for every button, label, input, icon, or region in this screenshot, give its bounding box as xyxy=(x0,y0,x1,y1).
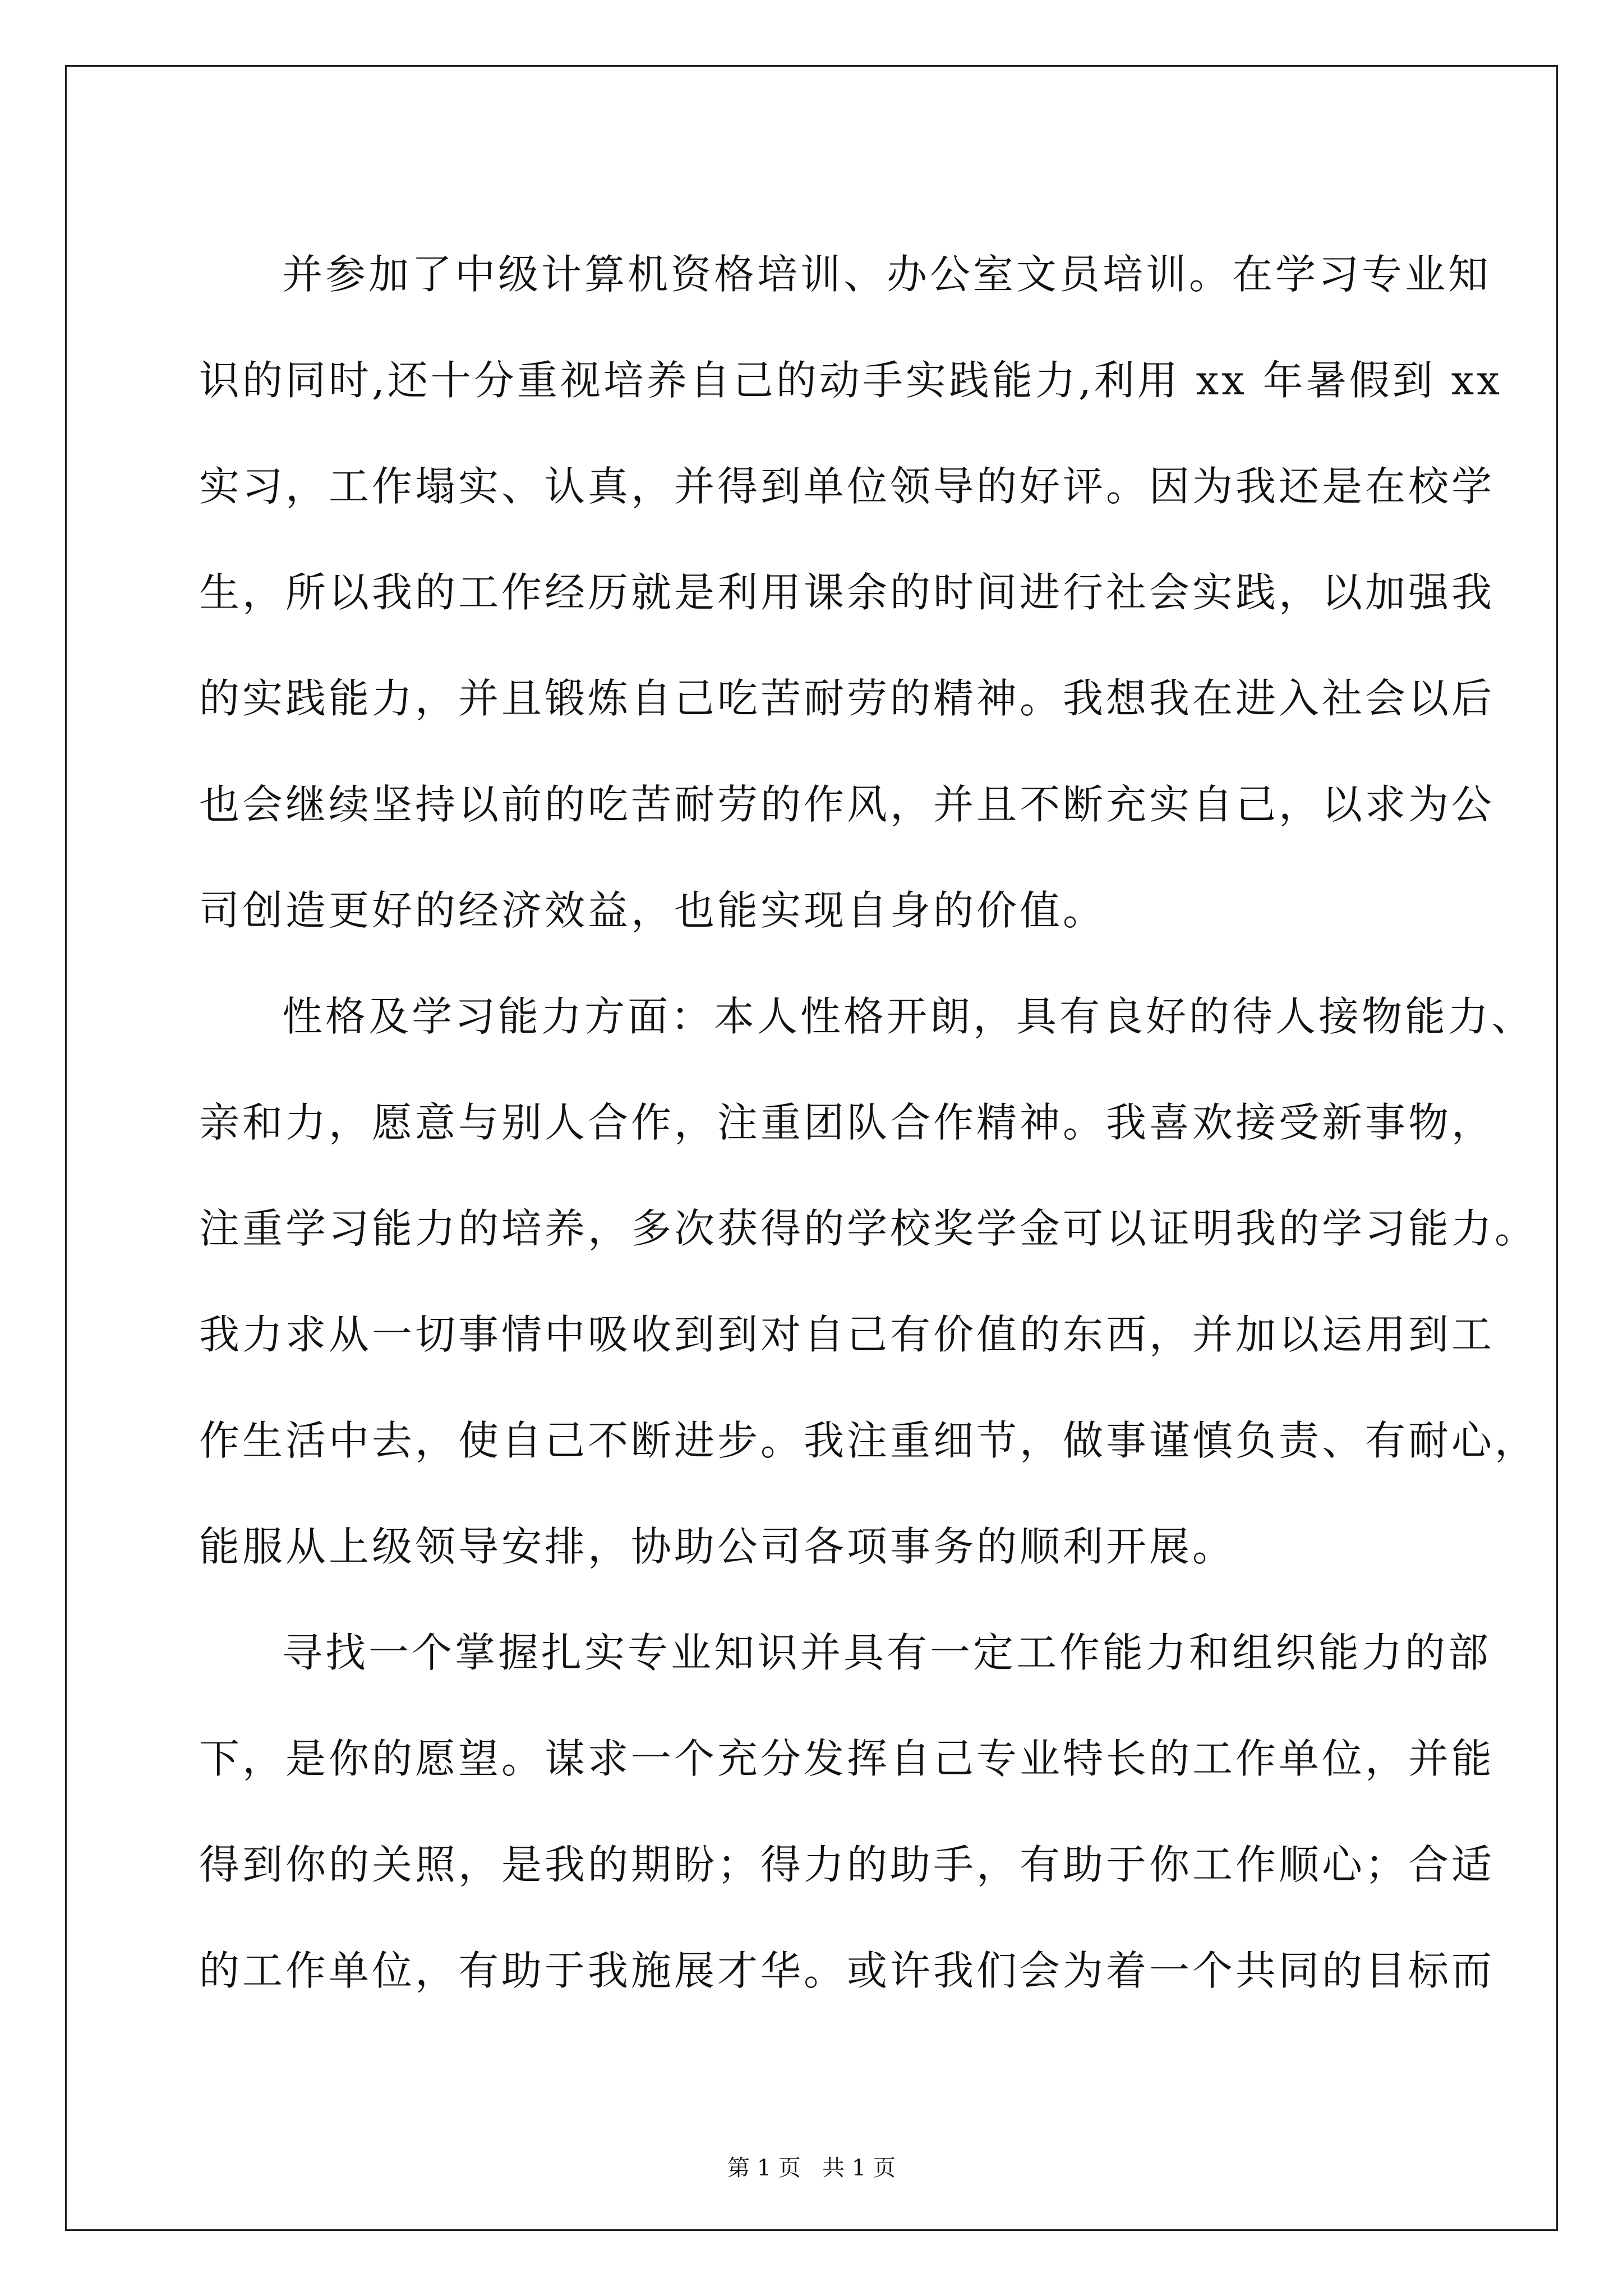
text-line: 能服从上级领导安排，协助公司各项事务的顺利开展。 xyxy=(199,1523,1236,1570)
document-body xyxy=(199,222,1538,2024)
text-line: 下，是你的愿望。谋求一个充分发挥自己专业特长的工作单位，并能 xyxy=(199,1735,1495,1782)
text-line: 得到你的关照，是我的期盼；得力的助手，有助于你工作顺心；合适 xyxy=(199,1841,1495,1888)
text-line: 的工作单位，有助于我施展才华。或许我们会为着一个共同的目标而 xyxy=(199,1947,1495,1994)
text-line: 实习，工作塌实、认真，并得到单位领导的好评。因为我还是在校学 xyxy=(199,463,1495,510)
text-line: 识的同时,还十分重视培养自己的动手实践能力,利用 xx 年暑假到 xx xyxy=(199,357,1502,404)
text-line: 并参加了中级计算机资格培训、办公室文员培训。在学习专业知 xyxy=(282,251,1492,298)
text-line: 寻找一个掌握扎实专业知识并具有一定工作能力和组织能力的部 xyxy=(282,1629,1492,1676)
text-line: 也会继续坚持以前的吃苦耐劳的作风，并且不断充实自己，以求为公 xyxy=(199,781,1495,828)
text-line: 生，所以我的工作经历就是利用课余的时间进行社会实践，以加强我 xyxy=(199,569,1495,616)
text-line: 的实践能力，并且锻炼自己吃苦耐劳的精神。我想我在进入社会以后 xyxy=(199,675,1495,722)
page-footer: 第 1 页 共 1 页 xyxy=(727,2155,896,2181)
text-line: 我力求从一切事情中吸收到到对自己有价值的东西，并加以运用到工 xyxy=(199,1311,1495,1358)
text-line: 注重学习能力的培养，多次获得的学校奖学金可以证明我的学习能力。 xyxy=(199,1205,1538,1252)
text-line: 亲和力，愿意与别人合作，注重团队合作精神。我喜欢接受新事物， xyxy=(199,1099,1495,1146)
text-line: 司创造更好的经济效益，也能实现自身的价值。 xyxy=(199,887,1106,934)
text-line: 性格及学习能力方面：本人性格开朗，具有良好的待人接物能力、 xyxy=(282,993,1535,1040)
text-line: 作生活中去，使自己不断进步。我注重细节，做事谨慎负责、有耐心， xyxy=(199,1417,1538,1464)
